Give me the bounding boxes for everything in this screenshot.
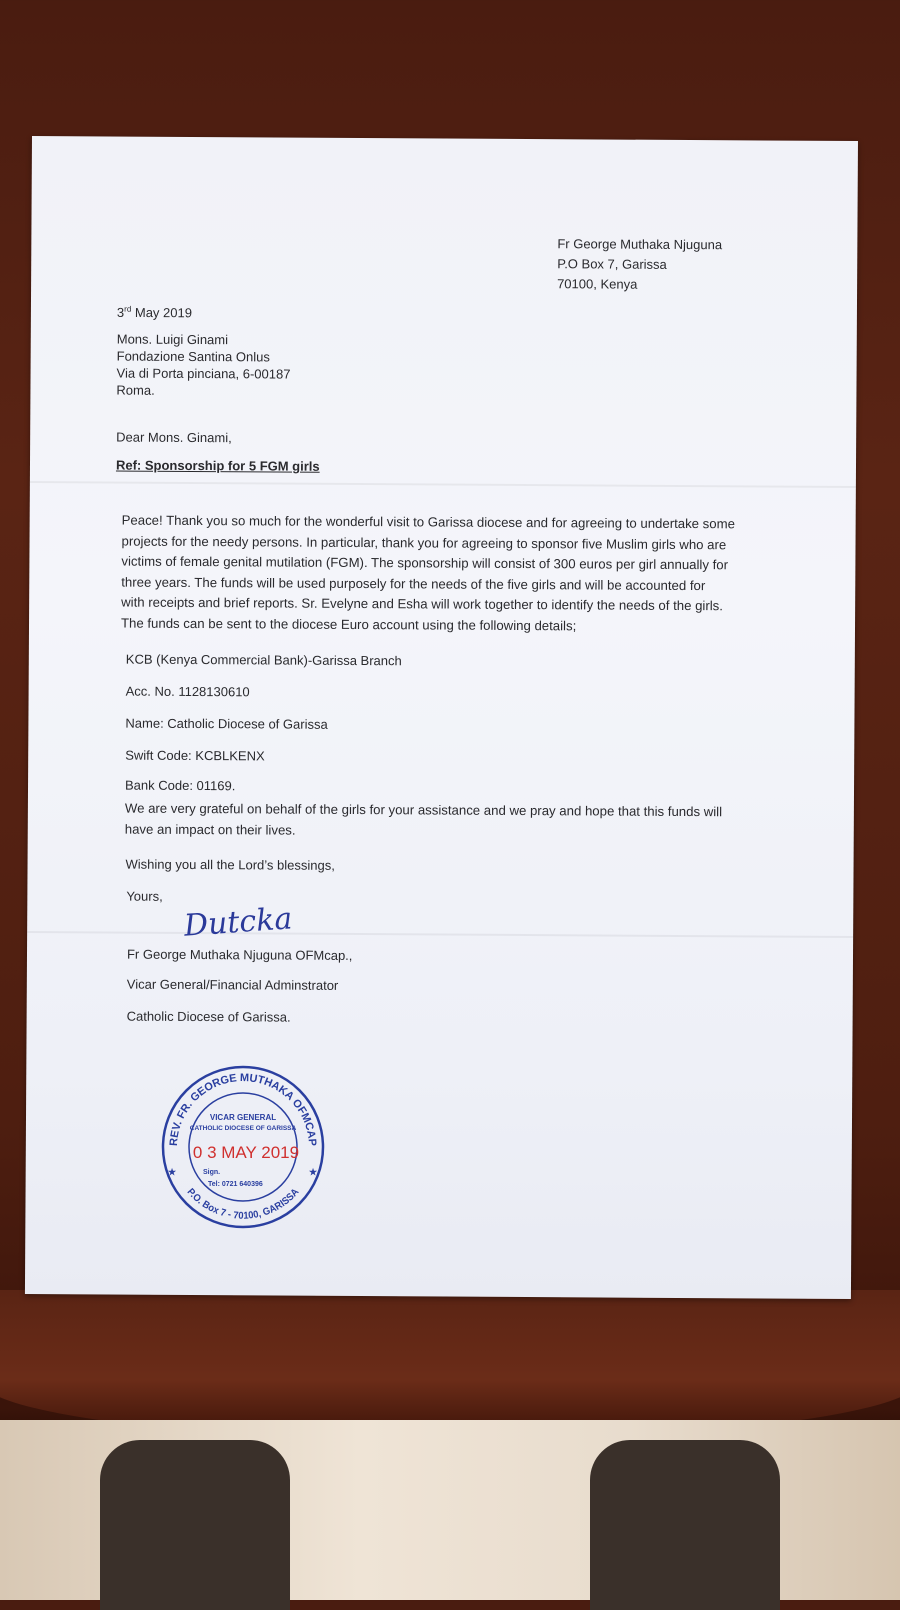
body-line: Peace! Thank you so much for the wonderful visit to Garissa diocese and for agreeing to undertake some	[121, 512, 736, 532]
sender-name: Fr George Muthaka Njuguna	[557, 236, 723, 253]
bank-code: Bank Code: 01169.	[124, 777, 236, 794]
closing-line: have an impact on their lives.	[124, 821, 296, 838]
salutation: Dear Mons. Ginami,	[116, 429, 232, 446]
official-stamp	[158, 1062, 328, 1232]
reference-line: Ref: Sponsorship for 5 FGM girls	[115, 457, 320, 474]
body-line: projects for the needy persons. In particular, thank you for agreeing to sponsor five Muslim girls who are	[121, 533, 727, 552]
stamp-bottom-text: P.O. Box 7 - 70100, GARISSA	[184, 1186, 302, 1222]
date-suffix: rd	[124, 304, 132, 314]
fold-line	[27, 931, 853, 938]
body-line: The funds can be sent to the diocese Euro account using the following details;	[120, 615, 577, 634]
blessing: Wishing you all the Lord’s blessings,	[125, 856, 335, 873]
bank-name: KCB (Kenya Commercial Bank)-Garissa Branch	[125, 651, 402, 669]
stamp-date: 0 3 MAY 2019	[192, 1143, 300, 1162]
closing-line: We are very grateful on behalf of the girls for your assistance and we pray and hope that this funds will	[124, 800, 723, 820]
fold-line	[30, 481, 856, 488]
account-name: Name: Catholic Diocese of Garissa	[125, 715, 328, 732]
recipient-line: Mons. Luigi Ginami	[116, 331, 229, 348]
recipient-line: Roma.	[116, 382, 155, 398]
stamp-top-text: REV. FR. GEORGE MUTHAKA OFMCAP	[167, 1071, 319, 1147]
letter-page	[25, 136, 858, 1299]
account-number: Acc. No. 1128130610	[125, 683, 250, 700]
recipient-line: Fondazione Santina Onlus	[116, 348, 270, 365]
stamp-sign: Sign.	[203, 1169, 221, 1176]
swift-code: Swift Code: KCBLKENX	[125, 747, 265, 764]
right-shoe	[590, 1440, 780, 1610]
closing-paragraph	[125, 799, 722, 844]
recipient-line: Via di Porta pinciana, 6-00187	[116, 365, 291, 382]
body-line: three years. The funds will be used purposely for the needs of the five girls and will be accounted for	[121, 574, 706, 593]
stamp-inner-org: CATHOLIC DIOCESE OF GARISSA	[189, 1125, 297, 1132]
signature-text: Dutcka	[182, 901, 294, 944]
body-line: with receipts and brief reports. Sr. Evelyne and Esha will work together to identify the needs of the girls.	[121, 594, 723, 614]
table-edge	[0, 1290, 900, 1440]
left-shoe	[100, 1440, 290, 1610]
signatory-org: Catholic Diocese of Garissa.	[126, 1008, 291, 1025]
letter-date	[117, 302, 192, 322]
star-icon: ★	[309, 1167, 318, 1177]
signatory-title: Vicar General/Financial Adminstrator	[126, 976, 339, 993]
yours: Yours,	[126, 888, 163, 904]
date-day: 3	[116, 304, 125, 320]
sender-postal: 70100, Kenya	[557, 276, 638, 292]
stamp-inner-title: VICAR GENERAL	[209, 1113, 277, 1122]
body-line: victims of female genital mutilation (FGM). The sponsorship will consist of 300 euros per girl annually for	[121, 553, 729, 573]
date-rest: May 2019	[131, 304, 193, 321]
star-icon: ★	[168, 1167, 177, 1177]
stamp-tel: Tel: 0721 640396	[208, 1181, 263, 1188]
body-paragraph	[121, 511, 735, 638]
signatory-name: Fr George Muthaka Njuguna OFMcap.,	[126, 946, 353, 963]
sender-box: P.O Box 7, Garissa	[557, 256, 667, 272]
